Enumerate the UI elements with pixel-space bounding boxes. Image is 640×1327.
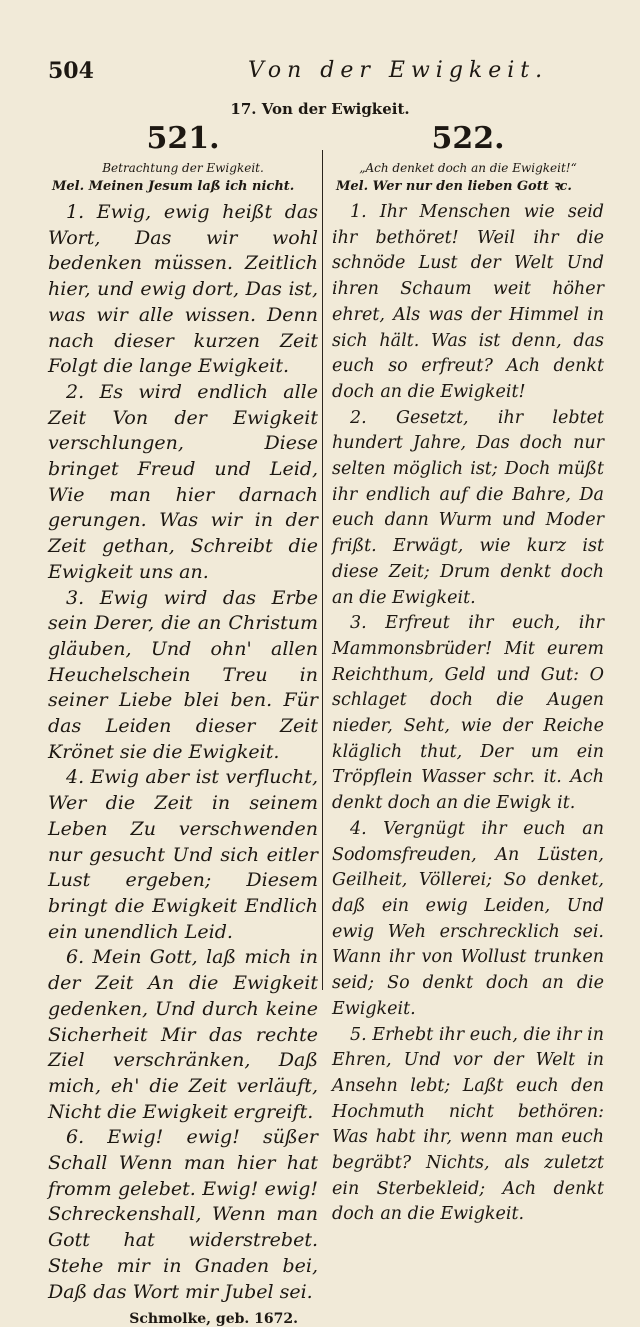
hymn-author: Schmolke, geb. 1672. [129,1311,298,1327]
stanza: 4. Vergnügt ihr euch an Sodomsfreuden, An Lüsten, Geilheit, Völlerei; So denket, daß ein ewig Leiden, Und ewig Weh erschrecklich sei. Wann ihr von Wollust trunken seid; So denkt doch an die Ewigkeit. [332,818,604,1019]
page-number: 504 [48,58,94,84]
hymn-text [332,200,604,1228]
hymn-522 [332,118,604,1228]
hymn-text [48,200,318,1305]
stanza: 6. Mein Gott, laß mich in der Zeit An die Ewigkeit gedenken, Und durch keine Sicherheit Mir das rechte Ziel verschränken, Daß mich, eh' die Zeit verläuft, Nicht die Ewigkeit ergreift. [48,946,318,1123]
stanza: 4. Ewig aber ist verflucht, Wer die Zeit in seinem Leben Zu verschwenden nur gesucht Und sich eitler Lust ergeben; Diesem bringt die Ewigkeit Endlich ein unendlich Leid. [48,766,318,943]
page-header [48,58,600,92]
hymn-number: 521. [146,121,220,156]
hymn-melody: Mel. Meinen Jesum laß ich nicht. [52,179,295,194]
running-title: Von der Ewigkeit. [248,58,549,83]
stanza: 2. Es wird endlich alle Zeit Von der Ewigkeit verschlungen, Diese bringet Freud und Leid, Wie man hier darnach gerungen. Was wir in der Zeit gethan, Schreibt die Ewigkeit uns an. [48,380,318,583]
stanza: 1. Ihr Menschen wie seid ihr bethöret! Weil ihr die schnöde Lust der Welt Und ihren Schaum weit höher ehret, Als was der Himmel in sich hält. Was ist denn, das euch so erfreut? Ach denkt doch an die Ewigkeit! [332,202,604,402]
stanza: 3. Ewig wird das Erbe sein Derer, die an Christum gläuben, Und ohn' allen Heuchelschein Treu in seiner Liebe blei ben. Für das Leiden dieser Zeit Krönet sie die Ewigkeit. [48,586,318,763]
stanza: 2. Gesetzt, ihr lebtet hundert Jahre, Das doch nur selten möglich ist; Doch müßt ihr endlich auf die Bahre, Da euch dann Wurm und Moder frißt. Erwägt, wie kurz ist diese Zeit; Drum denkt doch an die Ewigkeit. [332,407,604,608]
section-title: 17. Von der Ewigkeit. [230,100,410,118]
hymn-number: 522. [431,121,505,156]
hymn-title: „Ach denket doch an die Ewigkeit!“ [359,161,577,175]
stanza: 3. Erfreut ihr euch, ihr Mammonsbrüder! Mit eurem Reichthum, Geld und Gut: O schlaget doch die Augen nieder, Seht, wie der Reiche kläglich thut, Der um ein Tröpflein Wasser schr. it. Ach denkt doch an die Ewigk it. [332,613,604,814]
stanza: 6. Ewig! ewig! süßer Schall Wenn man hier hat fromm gelebet. Ewig! ewig! Schreckenshall, Wenn man Gott hat widerstrebet. Stehe mir in Gnaden bei, Daß das Wort mir Jubel sei. [48,1126,318,1303]
hymn-melody: Mel. Wer nur den lieben Gott ꝛc. [336,179,572,194]
hymn-title: Betrachtung der Ewigkeit. [102,161,264,175]
hymn-521 [48,118,318,1327]
stanza: 1. Ewig, ewig heißt das Wort, Das wir wohl bedenken müssen. Zeitlich hier, und ewig dort, Das ist, was wir alle wissen. Denn nach dieser kurzen Zeit Folgt die lange Ewigkeit. [48,201,318,378]
column-divider [322,150,323,990]
stanza: 5. Erhebt ihr euch, die ihr in Ehren, Und vor der Welt in Ansehn lebt; Laßt euch den Hochmuth nicht bethören: Was habt ihr, wenn man euch begräbt? Nichts, als zuletzt ein Sterbekleid; Ach denkt doch an die Ewigkeit. [332,1024,604,1225]
